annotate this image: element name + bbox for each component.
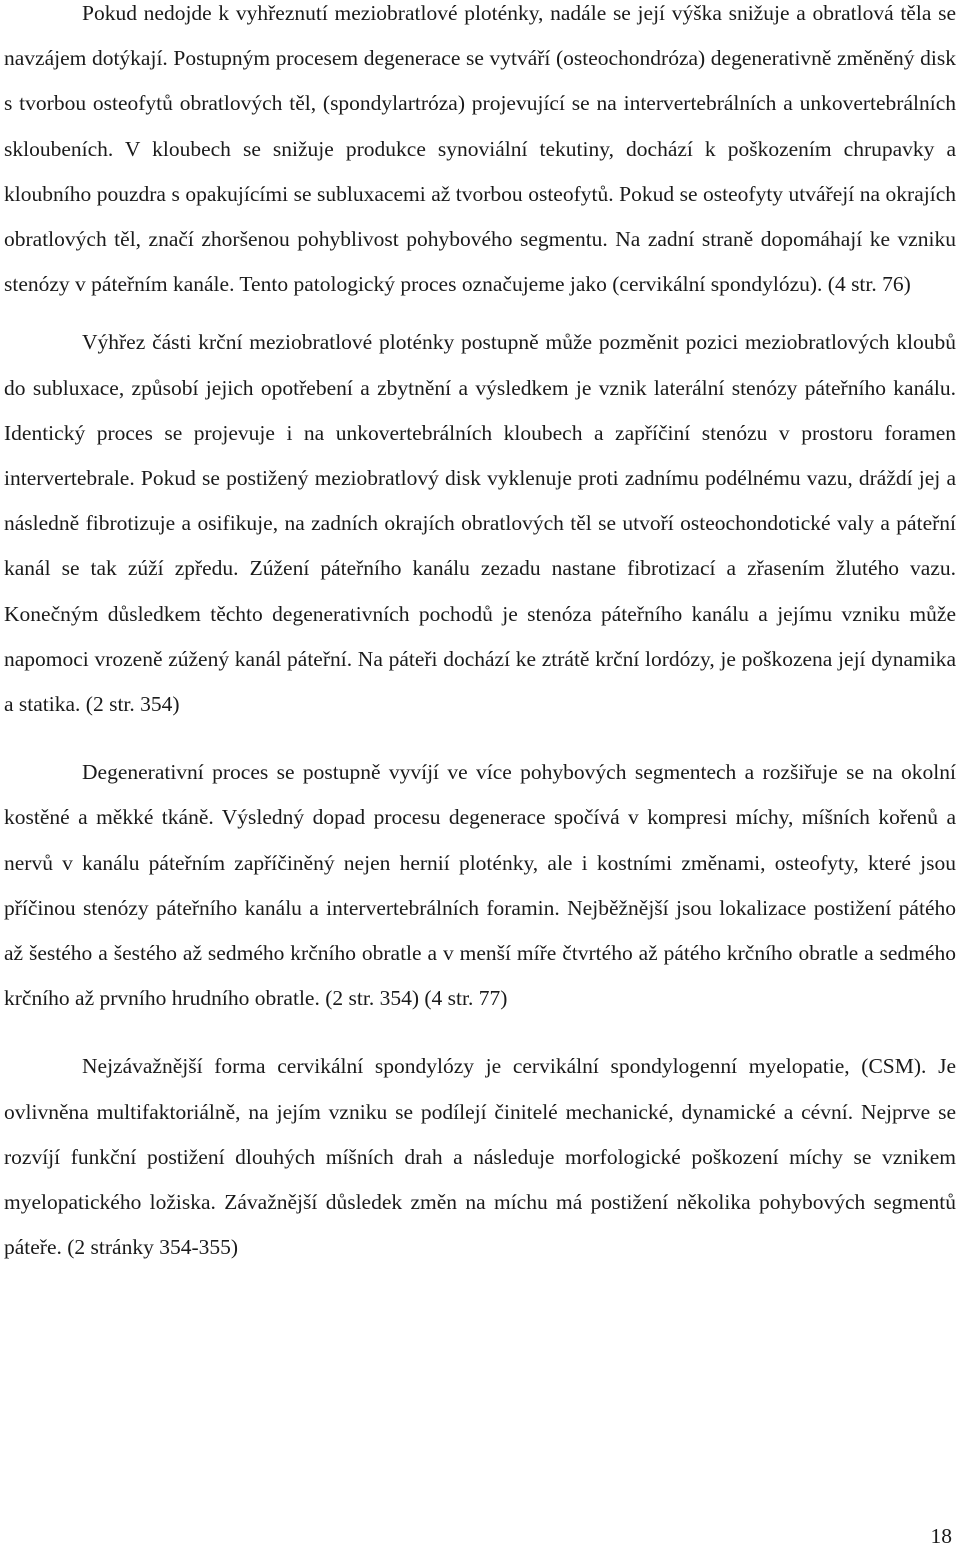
paragraph-4: Nejzávažnější forma cervikální spondylózy je cervikální spondylogenní myelopatie, (CSM). Je ovlivněna multifaktoriálně, na jejím vzniku se podílejí činitelé mechanické, dynamické a cévní. Nejprve se rozvíjí funkční postižení dlouhých míšních drah a následuje morfologické poškození míchy se vznikem myelopatického ložiska. Závažnější důsledek změn na míchu má postižení několika pohybových segmentů páteře. (2 stránky 354-355) (4, 1054, 956, 1260)
page-number: 18 (930, 1524, 952, 1548)
paragraph-2: Výhřez části krční meziobratlové ploténky postupně může pozměnit pozici meziobratlových kloubů do subluxace, způsobí jejich opotřebení a zbytnění a výsledkem je vznik laterální stenózy páteřního kanálu. Identický proces se projevuje i na unkovertebrálních kloubech a zapříčiní stenózu v prostoru foramen intervertebrale. Pokud se postižený meziobratlový disk vyklenuje proti zadnímu podélnému vazu, dráždí jej a následně fibrotizuje a osifikuje, na zadních okrajích obratlových těl se utvoří osteochondotické valy a páteřní kanál se tak zúží zpředu. Zúžení páteřního kanálu zezadu nastane fibrotizací a zřasením žlutého vazu. Konečným důsledkem těchto degenerativních pochodů je stenóza páteřního kanálu a jejímu vzniku může napomoci vrozeně zúžený kanál páteřní. Na páteři dochází ke ztrátě krční lordózy, je poškozena její dynamika a statika. (2 str. 354) (4, 330, 956, 717)
paragraph-3: Degenerativní proces se postupně vyvíjí ve více pohybových segmentech a rozšiřuje se na okolní kostěné a měkké tkáně. Výsledný dopad procesu degenerace spočívá v kompresi míchy, míšních kořenů a nervů v kanálu páteřním zapříčiněný nejen hernií ploténky, ale i kostními změnami, osteofyty, které jsou příčinou stenózy páteřního kanálu a intervertebrálních foramin. Nejběžnější jsou lokalizace postižení pátého až šestého a šestého až sedmého krčního obratle a v menší míře čtvrtého až pátého krčního obratle a sedmého krčního až prvního hrudního obratle. (2 str. 354) (4 str. 77) (4, 760, 956, 1011)
paragraph-1: Pokud nedojde k vyhřeznutí meziobratlové ploténky, nadále se její výška snižuje a obratlová těla se navzájem dotýkají. Postupným procesem degenerace se vytváří (osteochondróza) degenerativně změněný disk s tvorbou osteofytů obratlových těl, (spondylartróza) projevující se na intervertebrálních a unkovertebrálních skloubeních. V kloubech se snižuje produkce synoviální tekutiny, dochází k poškozením chrupavky a kloubního pouzdra s opakujícími se subluxacemi až tvorbou osteofytů. Pokud se osteofyty utvářejí na okrajích obratlových těl, značí zhoršenou pohyblivost pohybového segmentu. Na zadní straně dopomáhají ke vzniku stenózy v páteřním kanále. Tento patologický proces označujeme jako (cervikální spondylózu). (4 str. 76) (4, 1, 956, 297)
